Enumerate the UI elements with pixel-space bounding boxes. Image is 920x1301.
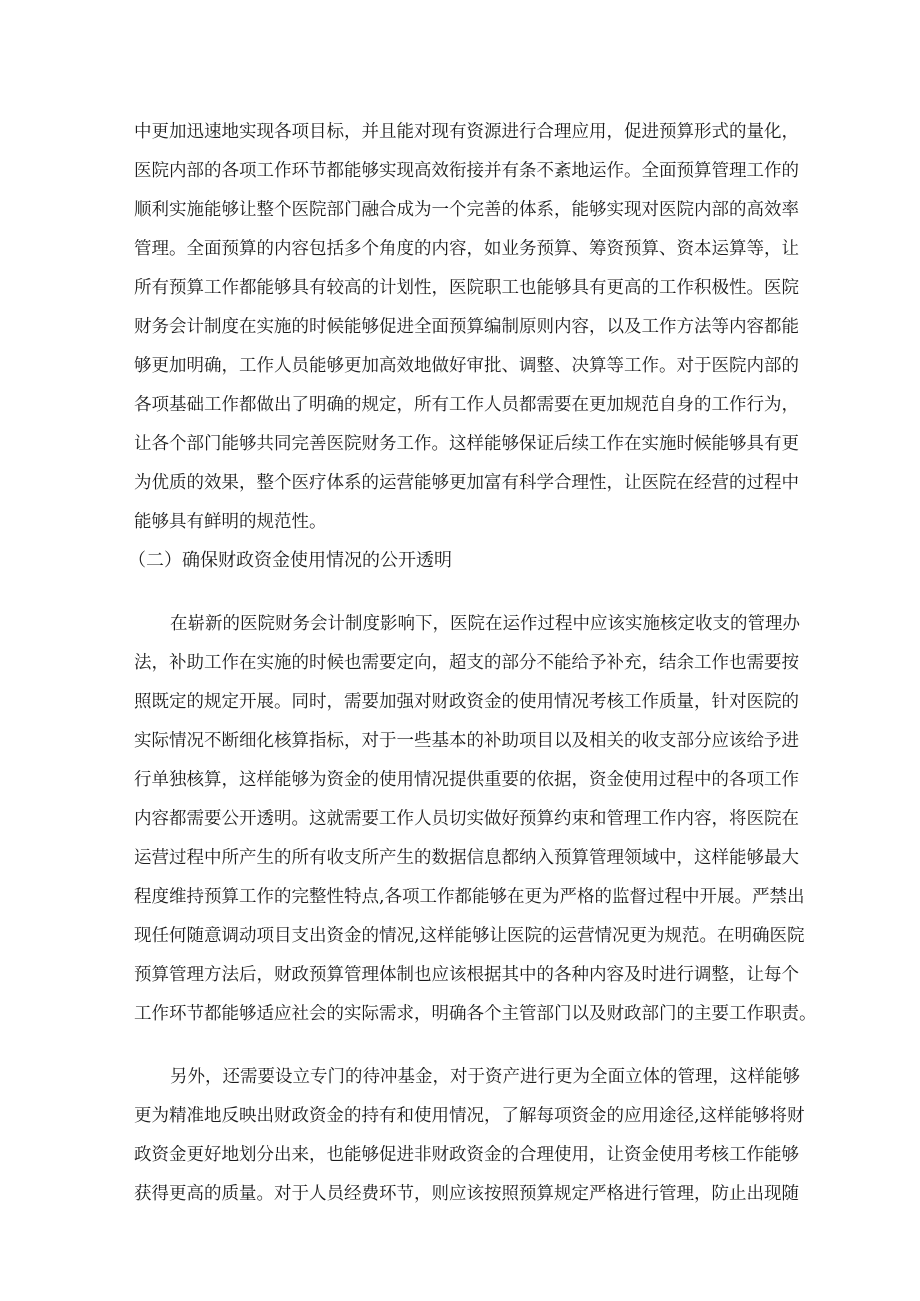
paragraph-line: 现任何随意调动项目支出资金的情况,这样能够让医院的运营情况更为规范。在明确医院 (134, 926, 805, 946)
paragraph-line: 实际情况不断细化核算指标，对于一些基本的补助项目以及相关的收支部分应该给予进 (134, 731, 799, 751)
paragraph-line: 财务会计制度在实施的时候能够促进全面预算编制原则内容，以及工作方法等内容都能 (134, 317, 799, 337)
paragraph-line: 医院内部的各项工作环节都能够实现高效衔接并有条不紊地运作。全面预算管理工作的 (134, 161, 799, 181)
paragraph-line: 法，补助工作在实施的时候也需要定向，超支的部分不能给予补充，结余工作也需要按 (134, 653, 799, 673)
paragraph-line: 政资金更好地划分出来，也能够促进非财政资金的合理使用，让资金使用考核工作能够 (134, 1145, 799, 1165)
paragraph-line: 在崭新的医院财务会计制度影响下，医院在运作过程中应该实施核定收支的管理办 (170, 614, 800, 634)
paragraph-line: 够更加明确，工作人员能够更加高效地做好审批、调整、决算等工作。对于医院内部的 (134, 356, 799, 376)
paragraph-line: 获得更高的质量。对于人员经费环节，则应该按照预算规定严格进行管理，防止出现随 (134, 1184, 799, 1204)
paragraph-line: 工作环节都能够适应社会的实际需求，明确各个主管部门以及财政部门的主要工作职责。 (134, 1004, 817, 1024)
paragraph-line: 所有预算工作都能够具有较高的计划性，医院职工也能够具有更高的工作积极性。医院 (134, 278, 799, 298)
paragraph-line: 内容都需要公开透明。这就需要工作人员切实做好预算约束和管理工作内容，将医院在 (134, 809, 799, 829)
paragraph-line: 程度维持预算工作的完整性特点,各项工作都能够在更为严格的监督过程中开展。严禁出 (134, 887, 805, 907)
paragraph-line: 各项基础工作都做出了明确的规定，所有工作人员都需要在更加规范自身的工作行为， (134, 395, 799, 415)
section-heading: （二）确保财政资金使用情况的公开透明 (128, 550, 452, 571)
paragraph-line: 为优质的效果，整个医疗体系的运营能够更加富有科学合理性，让医院在经营的过程中 (134, 473, 799, 493)
paragraph-line: 让各个部门能够共同完善医院财务工作。这样能够保证后续工作在实施时候能够具有更 (134, 434, 799, 454)
paragraph-line: 更为精准地反映出财政资金的持有和使用情况，了解每项资金的应用途径,这样能够将财 (134, 1106, 805, 1126)
paragraph-line: 另外，还需要设立专门的待冲基金，对于资产进行更为全面立体的管理，这样能够 (170, 1067, 800, 1087)
paragraph-line: 顺利实施能够让整个医院部门融合成为一个完善的体系，能够实现对医院内部的高效率 (134, 200, 799, 220)
paragraph-line: 管理。全面预算的内容包括多个角度的内容，如业务预算、筹资预算、资本运算等，让 (134, 239, 799, 259)
paragraph-line: 照既定的规定开展。同时，需要加强对财政资金的使用情况考核工作质量，针对医院的 (134, 692, 799, 712)
paragraph-line: 行单独核算，这样能够为资金的使用情况提供重要的依据，资金使用过程中的各项工作 (134, 770, 799, 790)
paragraph-line: 预算管理方法后，财政预算管理体制也应该根据其中的各种内容及时进行调整，让每个 (134, 965, 799, 985)
paragraph-line: 能够具有鲜明的规范性。 (134, 512, 327, 532)
paragraph-line: 中更加迅速地实现各项目标，并且能对现有资源进行合理应用，促进预算形式的量化， (134, 122, 799, 142)
paragraph-line: 运营过程中所产生的所有收支所产生的数据信息都纳入预算管理领域中，这样能够最大 (134, 848, 799, 868)
